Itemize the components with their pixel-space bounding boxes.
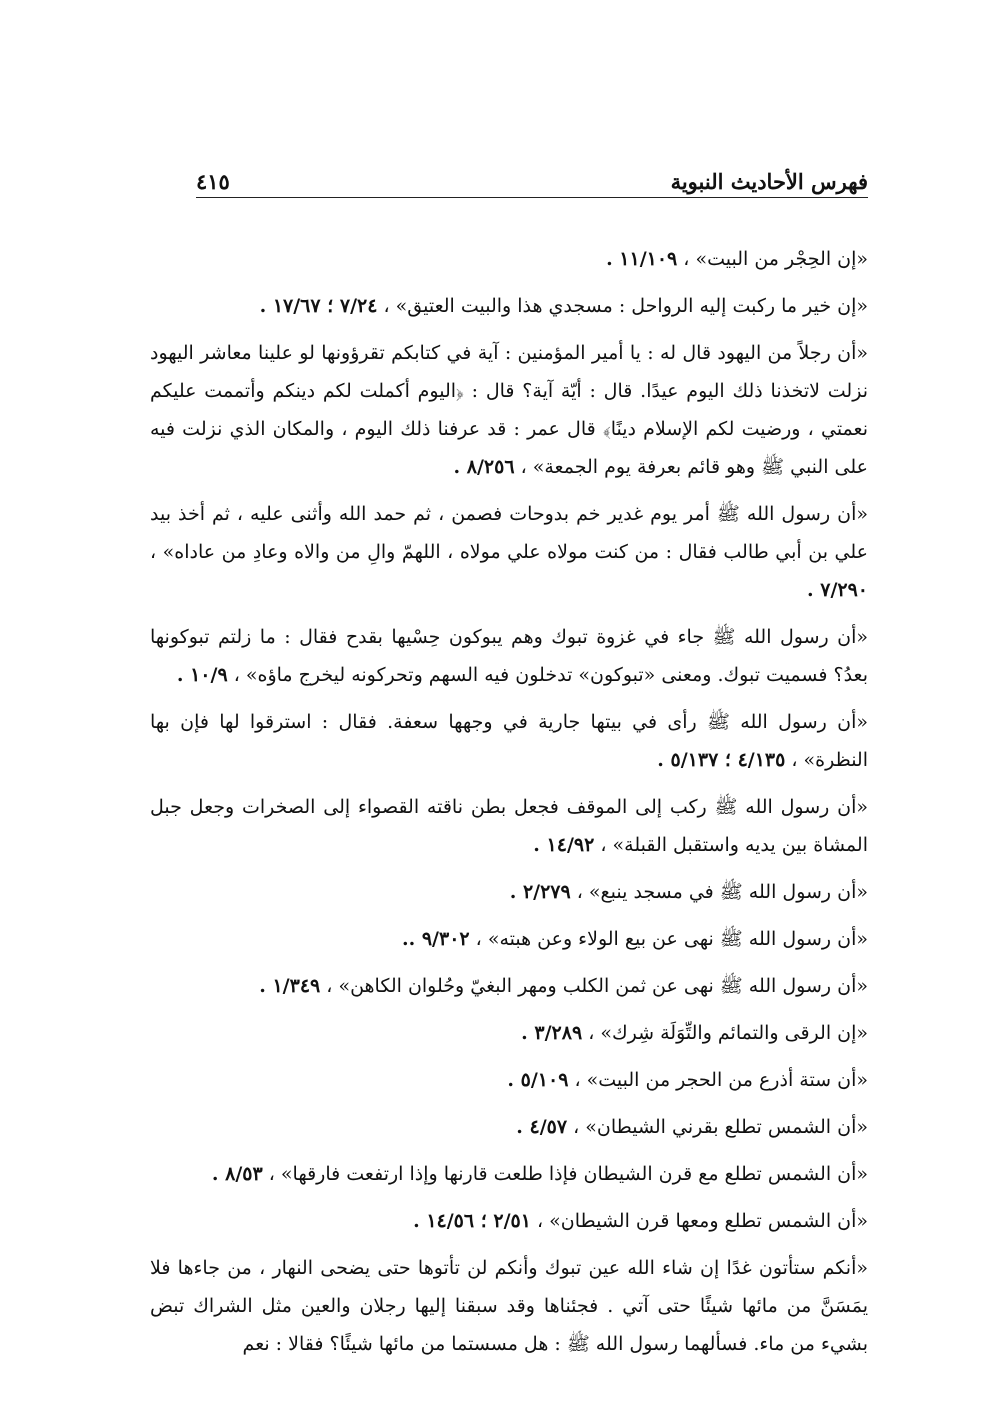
hadith-entry bbox=[150, 495, 868, 609]
hadith-reference: ٩/٣٠٢ .. bbox=[401, 928, 470, 950]
hadith-text: «أن رسول الله ﷺ نهى عن ثمن الكلب ومهر البغيّ وحُلوان الكاهن» ، bbox=[320, 975, 868, 997]
hadith-entry bbox=[150, 1202, 868, 1240]
hadith-text: «إن الرقى والتمائم والتِّوَلَة شِرك» ، bbox=[582, 1022, 868, 1044]
hadith-reference: ٤/٥٧ . bbox=[516, 1116, 568, 1138]
hadith-reference: ١١/١٠٩ . bbox=[606, 248, 678, 270]
hadith-entry bbox=[150, 618, 868, 694]
hadith-text: «أن رسول الله ﷺ أمر يوم غدير خم بدوحات فصمن ، ثم حمد الله وأثنى عليه ، ثم أخذ بيد علي بن أبي طالب فقال : من كنت مولاه علي مولاه ، اللهمّ والِ من والاه وعادِ من عاداه» ، bbox=[150, 503, 868, 563]
hadith-entry bbox=[150, 287, 868, 325]
hadith-text: «إن خير ما ركبت إليه الرواحل : مسجدي هذا والبيت العتيق» ، bbox=[377, 295, 868, 317]
hadith-reference: ٧/٢٤ ؛ ١٧/٦٧ . bbox=[259, 295, 378, 317]
hadith-entry bbox=[150, 967, 868, 1005]
hadith-entry bbox=[150, 788, 868, 864]
hadith-reference: ٧/٢٩٠ . bbox=[807, 579, 868, 601]
hadith-entry bbox=[150, 920, 868, 958]
hadith-entry bbox=[150, 334, 868, 486]
hadith-text: «أن رسول الله ﷺ في مسجد ينبع» ، bbox=[570, 881, 868, 903]
hadith-text: «أن الشمس تطلع ومعها قرن الشيطان» ، bbox=[530, 1210, 868, 1232]
hadith-text: «أن رسول الله ﷺ ركب إلى الموقف فجعل بطن ناقته القصواء إلى الصخرات وجعل جبل المشاة بين يديه واستقبل القبلة» ، bbox=[150, 796, 868, 856]
page-header bbox=[196, 156, 868, 194]
hadith-text: «أن رسول الله ﷺ جاء في غزوة تبوك وهم يبوكون حِسْيها بقدح فقال : ما زلتم تبوكونها بعدُ؟ فسميت تبوك. ومعنى «تبوكون» تدخلون فيه السهم وتحركونه ليخرج ماؤه» ، bbox=[150, 626, 868, 686]
hadith-text: «إن الحِجْر من البيت» ، bbox=[677, 248, 868, 270]
hadith-index-list bbox=[150, 240, 868, 1372]
hadith-entry bbox=[150, 703, 868, 779]
hadith-entry bbox=[150, 1014, 868, 1052]
running-title: فهرس الأحاديث النبوية bbox=[670, 169, 868, 194]
hadith-reference: ١٤/٩٢ . bbox=[533, 834, 595, 856]
hadith-reference: ١/٣٤٩ . bbox=[259, 975, 321, 997]
hadith-reference: ٥/١٠٩ . bbox=[507, 1069, 569, 1091]
hadith-entry bbox=[150, 1249, 868, 1363]
header-rule bbox=[196, 197, 868, 198]
hadith-reference: ٣/٢٨٩ . bbox=[521, 1022, 583, 1044]
hadith-text: «أن الشمس تطلع مع قرن الشيطان فإذا طلعت قارنها وإذا ارتفعت فارقها» ، bbox=[262, 1163, 868, 1185]
hadith-reference: ٢/٢٧٩ . bbox=[509, 881, 571, 903]
hadith-text: «أن الشمس تطلع بقرني الشيطان» ، bbox=[567, 1116, 868, 1138]
hadith-text: «أن رجلاً من اليهود قال له : يا أمير المؤمنين : آية في كتابكم تقرؤونها لو علينا معاشر اليهود نزلت لاتخذنا ذلك اليوم عيدًا. قال : أيّة آية؟ قال : ﴿اليوم أكملت لكم دينكم وأتممت عليكم نعمتي ، ورضيت لكم الإسلام دينًا﴾ قال عمر : قد عرفنا ذلك اليوم ، والمكان الذي نزلت فيه على النبي ﷺ وهو قائم بعرفة يوم الجمعة» ، bbox=[150, 342, 868, 478]
hadith-reference: ٤/١٣٥ ؛ ٥/١٣٧ . bbox=[657, 749, 786, 771]
hadith-text: «أن رسول الله ﷺ رأى في بيتها جارية في وجهها سعفة. فقال : استرقوا لها فإن بها النظرة» ، bbox=[150, 711, 868, 771]
hadith-reference: ٨/٥٣ . bbox=[211, 1163, 263, 1185]
hadith-reference: ٨/٢٥٦ . bbox=[453, 456, 515, 478]
hadith-text: «أنكم ستأتون غدًا إن شاء الله عين تبوك وأنكم لن تأتوها حتى يضحى النهار ، من جاءها فلا يمَسَنَّ من مائها شيئًا حتى آتي . فجئناها وقد سبقنا إليها رجلان والعين مثل الشراك تبض بشيء من ماء. فسألهما رسول الله ﷺ : هل مسستما من مائها شيئًا؟ فقالا : نعم bbox=[150, 1257, 868, 1355]
page-number: ٤١٥ bbox=[196, 169, 230, 194]
hadith-entry bbox=[150, 873, 868, 911]
hadith-entry bbox=[150, 1155, 868, 1193]
hadith-entry bbox=[150, 240, 868, 278]
hadith-text: «أن رسول الله ﷺ نهى عن بيع الولاء وعن هبته» ، bbox=[469, 928, 868, 950]
hadith-reference: ٢/٥١ ؛ ١٤/٥٦ . bbox=[413, 1210, 531, 1232]
hadith-entry bbox=[150, 1061, 868, 1099]
hadith-entry bbox=[150, 1108, 868, 1146]
hadith-reference: ١٠/٩ . bbox=[176, 664, 228, 686]
hadith-text: «أن ستة أذرع من الحجر من البيت» ، bbox=[568, 1069, 868, 1091]
